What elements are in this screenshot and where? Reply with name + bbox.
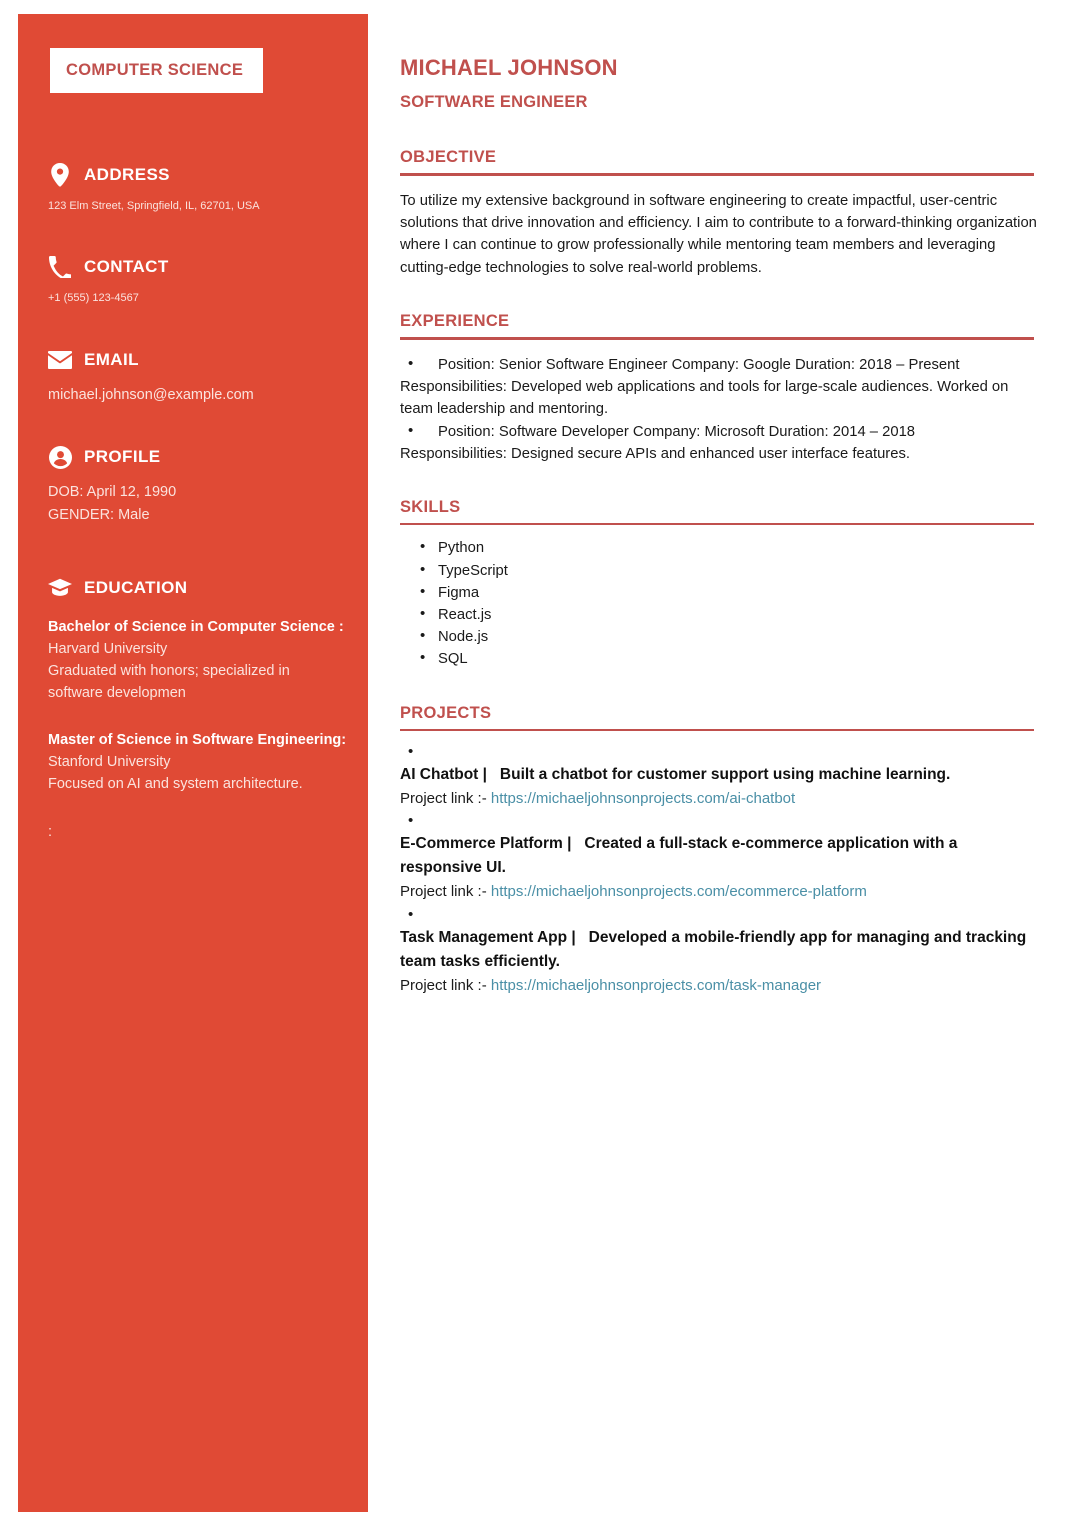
project-name: Task Management App | [400,928,576,946]
skills-divider [400,523,1034,526]
education-degree-title: Bachelor of Science in Computer Science : [48,619,344,636]
project-description: Built a chatbot for customer support using machine learning. [499,766,951,783]
section-objective [400,148,1040,279]
projects-divider [400,729,1034,732]
project-link-row [400,974,1040,997]
email-value: michael.johnson@example.com [48,386,254,403]
sidebar-section-email [48,348,348,406]
list-item: • Python [400,537,1040,559]
education-detail: Focused on AI and system architecture. [48,775,303,792]
project-bullet: • [408,743,414,760]
project-url[interactable]: https://michaeljohnsonprojects.com/ecommerce-platform [490,883,867,901]
experience-responsibilities: Responsibilities: Designed secure APIs and enhanced user interface features. [400,445,910,462]
project-name: AI Chatbot | [400,766,487,783]
project-headline [400,832,1040,880]
objective-divider [400,173,1034,176]
experience-responsibilities: Responsibilities: Developed web applications and tools for large-scale audiences. Worked on team leadership and mentoring. [400,379,1009,418]
field-of-study-badge: COMPUTER SCIENCE [50,48,263,93]
education-degree-title: Master of Science in Software Engineering: [48,732,347,749]
list-item: • Figma [400,582,1040,604]
project-link-label: Project link :- [400,790,487,808]
user-circle-icon [48,445,72,469]
experience-item [400,421,1040,465]
education-detail: Graduated with honors; specialized in software developmen [48,662,290,701]
project-item [400,810,1040,903]
project-headline [400,926,1040,974]
graduation-cap-icon [48,576,72,600]
profile-heading-row [48,445,348,469]
project-link-label: Project link :- [400,976,487,994]
project-item [400,741,1040,810]
projects-title: PROJECTS [400,703,492,722]
project-link-row [400,787,1040,810]
envelope-icon [48,348,72,372]
sidebar-section-education [48,576,348,843]
experience-divider [400,337,1034,340]
experience-headline: • Position: Software Developer Company: Microsoft Duration: 2014 – 2018 [400,421,1040,443]
education-entry [48,730,348,795]
list-item: • SQL [400,648,1040,670]
skills-list [400,537,1040,670]
project-headline [400,763,1040,787]
list-item: • Node.js [400,626,1040,648]
section-skills [400,498,1040,671]
project-link-label: Project link :- [400,883,487,901]
profile-gender: GENDER: Male [48,506,150,523]
experience-headline: • Position: Senior Software Engineer Company: Google Duration: 2018 – Present [400,354,1040,376]
education-trailing-colon: : [48,823,53,840]
project-name: E-Commerce Platform | [400,835,572,853]
sidebar-section-address [48,163,348,215]
project-bullet: • [408,905,414,923]
project-bullet: • [408,812,414,830]
sidebar-section-contact [48,255,348,307]
profile-dob: DOB: April 12, 1990 [48,484,177,501]
address-heading-row [48,163,348,187]
list-item: • TypeScript [400,560,1040,582]
address-heading-label: ADDRESS [84,165,170,184]
section-projects [400,704,1040,997]
contact-heading-row [48,255,348,279]
phone-icon [48,255,72,279]
contact-heading-label: CONTACT [84,256,169,276]
projects-list [400,741,1040,997]
email-heading-label: EMAIL [84,349,139,369]
education-school: Stanford University [48,754,171,771]
education-heading-label: EDUCATION [84,578,188,598]
education-heading-row [48,576,348,600]
project-item [400,904,1040,997]
project-url[interactable]: https://michaeljohnsonprojects.com/ai-chatbot [490,790,796,808]
map-pin-icon [48,163,72,187]
skills-title: SKILLS [400,497,461,516]
education-school: Harvard University [48,641,168,658]
sidebar [18,14,368,1512]
section-experience [400,312,1040,464]
experience-list [400,354,1040,465]
email-heading-row [48,348,348,372]
experience-item [400,354,1040,421]
address-value: 123 Elm Street, Springfield, IL, 62701, USA [48,200,260,212]
candidate-role: SOFTWARE ENGINEER [400,93,588,111]
experience-title: EXPERIENCE [400,312,510,331]
main-content [400,0,1040,997]
project-link-row [400,880,1040,903]
sidebar-section-profile [48,445,348,526]
list-item: • React.js [400,604,1040,626]
badge-container [50,48,368,93]
project-description: Created a full-stack e-commerce application with a responsive UI. [400,835,958,877]
objective-text: To utilize my extensive background in software engineering to create impactful, user-centric solutions that drive innovation and efficiency. I aim to contribute to a forward-thinking organization where I can continue to grow professionally while mentoring team members and leveraging cutting-edge technologies to solve real-world problems. [400,192,1037,276]
candidate-name: MICHAEL JOHNSON [400,55,618,80]
project-url[interactable]: https://michaeljohnsonprojects.com/task-manager [490,976,822,994]
project-description: Developed a mobile-friendly app for managing and tracking team tasks efficiently. [400,928,1027,970]
objective-title: OBJECTIVE [400,148,497,166]
profile-heading-label: PROFILE [84,447,161,467]
contact-value: +1 (555) 123-4567 [48,291,139,304]
education-entry [48,617,348,704]
